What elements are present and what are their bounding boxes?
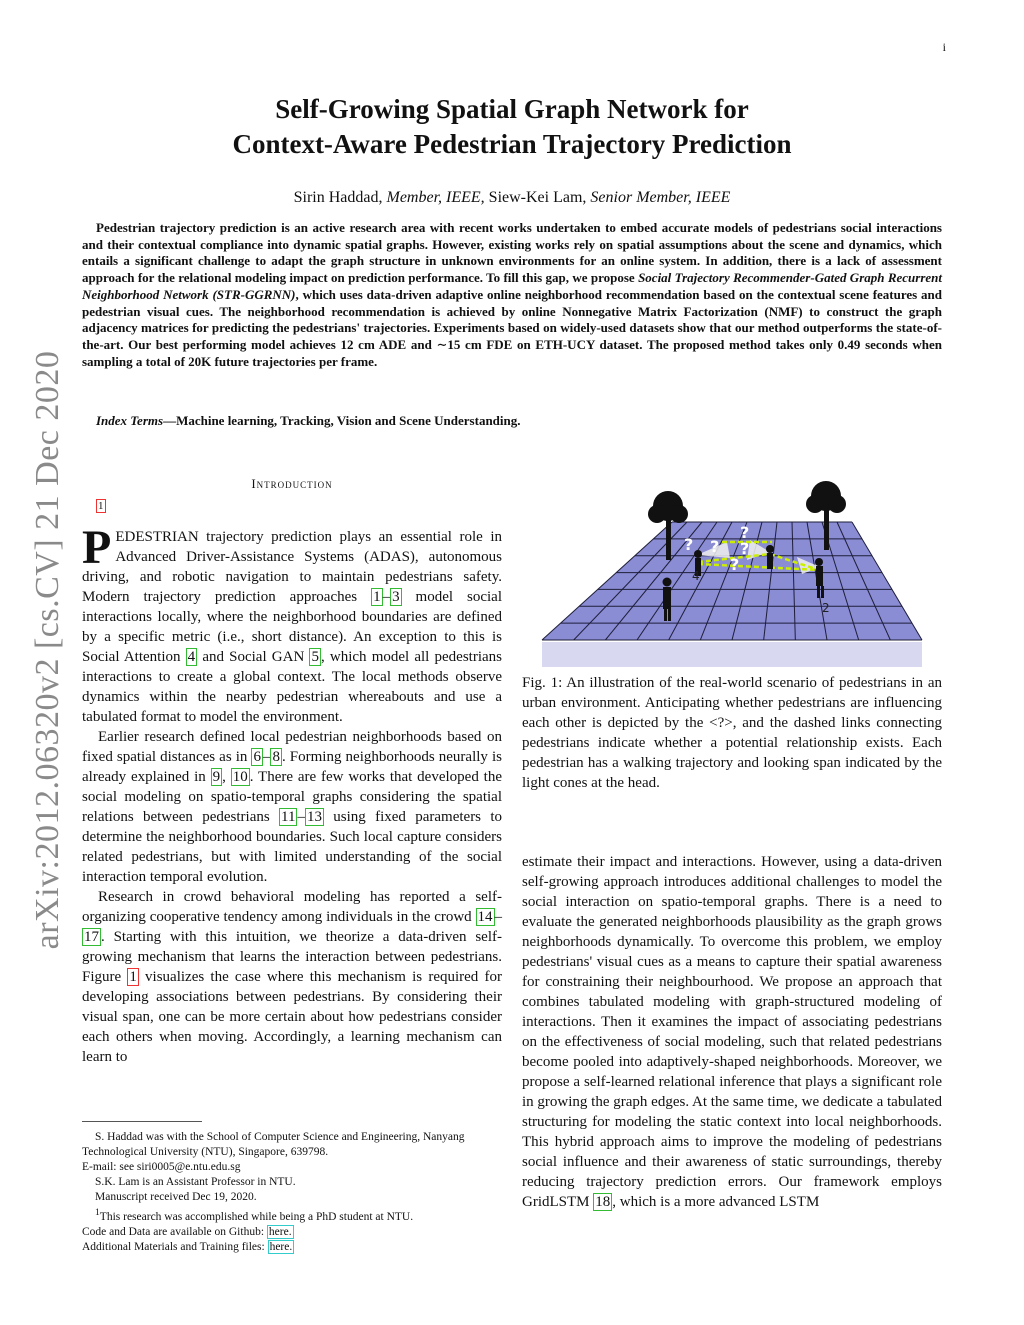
footnote-superscript: 1 <box>95 1207 100 1218</box>
pedestrian-head <box>663 578 672 587</box>
question-mark: ? <box>730 555 740 574</box>
footnote-received: Manuscript received Dec 19, 2020. <box>95 1191 257 1203</box>
citation-link[interactable]: 5 <box>311 649 319 665</box>
index-terms-label: Index Terms <box>96 413 164 428</box>
abstract <box>82 220 942 370</box>
pedestrian-leg <box>821 586 824 598</box>
footnote-phd <box>82 1205 502 1225</box>
footnote-divider <box>82 1121 202 1122</box>
text: , <box>222 769 231 785</box>
tree-right-canopy <box>828 495 846 513</box>
pedestrian-head <box>694 550 702 558</box>
ground-plane <box>542 522 922 640</box>
text: model social interactions locally, where the neighborhood boundaries are defined by a specific metric (i.e., short distance). An exception to this is Social Attention <box>82 589 503 665</box>
section-heading-introduction: Introduction <box>251 476 333 491</box>
text: . Starting with this intuition, we theorize a data-driven self-growing mechanism that learns the interaction between pedestrians. Figure <box>82 929 502 985</box>
text: , which model all pedestrians interactions to create a global context. The local methods observe dynamics within the nearby pedestrian whereabouts and use a tabulated format to model the environment. <box>82 649 502 725</box>
citation-link[interactable]: 14 <box>477 909 493 925</box>
footnote-affiliation: S. Haddad was with the School of Computer Science and Engineering, Nanyang Technological University (NTU), Singapore, 639798. <box>82 1131 465 1158</box>
drop-cap: P <box>82 521 112 574</box>
footnote-marker[interactable]: 1 <box>98 500 104 512</box>
text: . There are few works that developed the social modeling on spatio-temporal graphs considering the spatial relations between pedestrians <box>82 769 502 825</box>
footnote-materials <box>82 1240 502 1255</box>
intro-paragraph-3 <box>82 887 502 1067</box>
pedestrian-leg <box>668 609 671 621</box>
author-1-role: Member, IEEE, <box>386 189 485 206</box>
pedestrian-body <box>663 587 671 609</box>
arxiv-identifier-text: arXiv:2012.06320v2 [cs.CV] 21 Dec 2020 <box>29 350 66 950</box>
page-number: i <box>942 40 946 54</box>
figure-1-caption: Fig. 1: An illustration of the real-world scenario of pedestrians in an urban environment. Anticipating whether pedestrians are influencing each other is depicted by the <?>, and the dashed links connecting pedestrians indicate whether a potential relationship exists. Each pedestrian has a walking trajectory and looking span indicated by the light cones at the head. <box>522 675 942 791</box>
footnote-lam: S.K. Lam is an Assistant Professor in NTU. <box>95 1176 296 1188</box>
code-github-link[interactable]: here. <box>268 1225 292 1238</box>
text: Earlier research defined local pedestrian neighborhoods based on fixed spatial distances as in <box>82 729 502 765</box>
author-2-role: Senior Member, IEEE <box>590 189 731 206</box>
pedestrian-label: 4 <box>692 569 700 583</box>
text: , which is a more advanced LSTM <box>612 1194 820 1210</box>
author-list <box>0 189 1024 207</box>
pedestrian-leg <box>664 609 667 621</box>
text: – <box>382 589 391 605</box>
pedestrian-head <box>815 558 823 566</box>
citation-link[interactable]: 18 <box>595 1194 611 1210</box>
materials-link[interactable]: here. <box>269 1240 293 1253</box>
author-2-name: Siew-Kei Lam, <box>484 189 591 206</box>
text: This research was accomplished while being a PhD student at NTU. <box>99 1210 414 1223</box>
pedestrian-body <box>816 566 823 586</box>
text: using fixed parameters to determine the neighborhood boundaries. Such local capture considers related pedestrians, but with limited understanding of the social interaction temporal evolution. <box>82 809 502 885</box>
figure-1-illustration <box>522 472 942 672</box>
index-terms <box>96 413 521 429</box>
text: – <box>494 909 502 925</box>
tree-left-canopy <box>670 505 688 523</box>
text: EDESTRIAN trajectory prediction plays an essential role in Advanced Driver-Assistance Systems (ADAS), autonomous driving, and robotic navigation to maintain pedestrians safety. Modern trajectory prediction approaches <box>82 529 502 605</box>
intro-paragraph-1 <box>82 521 503 727</box>
footnotes <box>82 1130 502 1255</box>
tree-left-canopy <box>648 505 666 523</box>
pedestrian-head <box>766 545 774 553</box>
index-terms-text: —Machine learning, Tracking, Vision and Scene Understanding. <box>163 413 521 428</box>
footnote-link-1[interactable] <box>96 500 106 512</box>
ground-edge <box>542 642 922 667</box>
question-mark: ? <box>740 523 750 542</box>
figure-reference-link[interactable]: 1 <box>129 969 137 985</box>
citation-link[interactable]: 1 <box>373 589 381 605</box>
text: visualizes the case where this mechanism is required for developing associations between pedestrians. By considering their visual span, one can be more certain about how pedestrians consider each others when moving. Accordingly, a learning mechanism can learn to <box>82 969 502 1065</box>
author-1-name: Sirin Haddad, <box>293 189 387 206</box>
text: – <box>262 749 271 765</box>
tree-right-canopy <box>806 495 824 513</box>
text: estimate their impact and interactions. However, using a data-driven self-growing approach introduces additional challenges to model the social interaction on spatio-temporal graphs. There is a need to evaluate the generated neighborhoods plausibility as the graph grows neighborhoods dynamically. To overcome this problem, we employ pedestrians' visual cues as a means to capture their spatial awareness for constraining their neighbourhood. We propose an approach that combines tabulated modeling with graph-structured modeling of interactions. Then it examines the impact of associating pedestrians on the effectiveness of social modeling, such that related pedestrians become pooled into adaptively-shaped neighborhoods. Moreover, we propose a self-learned relational inference that plays a significant role in growing the graph edges. At the same time, we dedicate a tabulated structuring for modeling the static context into local neighborhoods. This hybrid approach aims to improve the modeling of pedestrians social influence and their awareness of static surroundings, thereby reducing trajectory prediction errors. Our framework employs GridLSTM <box>522 854 942 1210</box>
abstract-text-part-1: Pedestrian trajectory prediction is an active research area with recent works undertaken to embed accurate models of pedestrians social interactions and their contextual compliance into dynamic spatial graphs. However, existing works rely on spatial assumptions about the scene and dynamics, which entails a significant challenge to adapt the graph structure in unknown environments for an online system. In addition, there is a lack of assessment approach for the relational modeling impact on prediction performance. To fill this gap, we propose <box>82 220 942 286</box>
citation-link[interactable]: 4 <box>187 649 196 665</box>
citation-link[interactable]: 8 <box>272 749 280 765</box>
text: Additional Materials and Training files: <box>82 1240 268 1253</box>
abstract-text-part-2: , which uses data-driven adaptive online neighborhood recommendation based on the contextual scene features and pedestrian visual cues. The neighborhood recommendation is achieved by online Nonnegative Matrix Factorization (NMF) to construct the graph adjacency matrices for predicting the pedestrians' trajectories. Experiments based on widely-used datasets show that our method outperforms the state-of-the-art. Our best performing model achieves 12 cm ADE and ∼15 cm FDE on ETH-UCY dataset. The proposed method takes only 0.49 seconds when sampling a total of 20K future trajectories per frame. <box>82 286 943 369</box>
text: and Social GAN <box>197 649 310 665</box>
citation-link[interactable]: 6 <box>253 749 261 765</box>
citation-link[interactable]: 17 <box>84 929 99 945</box>
pedestrian-body <box>767 553 773 569</box>
title-line-2: Context-Aware Pedestrian Trajectory Prediction <box>232 129 792 159</box>
paper-title <box>0 92 1024 162</box>
text: Research in crowd behavioral modeling has reported a self-organizing cooperative tendency among individuals in the crowd <box>82 889 502 925</box>
abstract-model-name: Social Trajectory Recommender-Gated Graph Recurrent Neighborhood Network (STR-GGRNN) <box>82 270 943 302</box>
question-mark: ? <box>710 537 720 556</box>
citation-link[interactable]: 9 <box>212 769 221 785</box>
pedestrian-leg <box>817 586 820 598</box>
title-line-1: Self-Growing Spatial Graph Network for <box>275 94 749 124</box>
citation-link[interactable]: 10 <box>232 769 248 785</box>
footnote-email: E-mail: see siri0005@e.ntu.edu.sg <box>82 1161 241 1173</box>
right-column <box>522 852 942 1212</box>
citation-link[interactable]: 11 <box>281 809 296 825</box>
pedestrian-label: 2 <box>822 601 830 615</box>
left-column <box>82 521 503 1067</box>
citation-link[interactable]: 3 <box>392 589 400 605</box>
text: . Forming neighborhoods neurally is already explained in <box>82 749 502 785</box>
citation-link[interactable]: 13 <box>306 809 322 825</box>
text: Code and Data are available on Github: <box>82 1225 267 1238</box>
question-mark: ? <box>740 539 750 558</box>
text: – <box>297 809 305 825</box>
footnote-code <box>82 1225 502 1240</box>
intro-paragraph-2 <box>82 727 502 887</box>
question-mark: ? <box>684 535 694 554</box>
